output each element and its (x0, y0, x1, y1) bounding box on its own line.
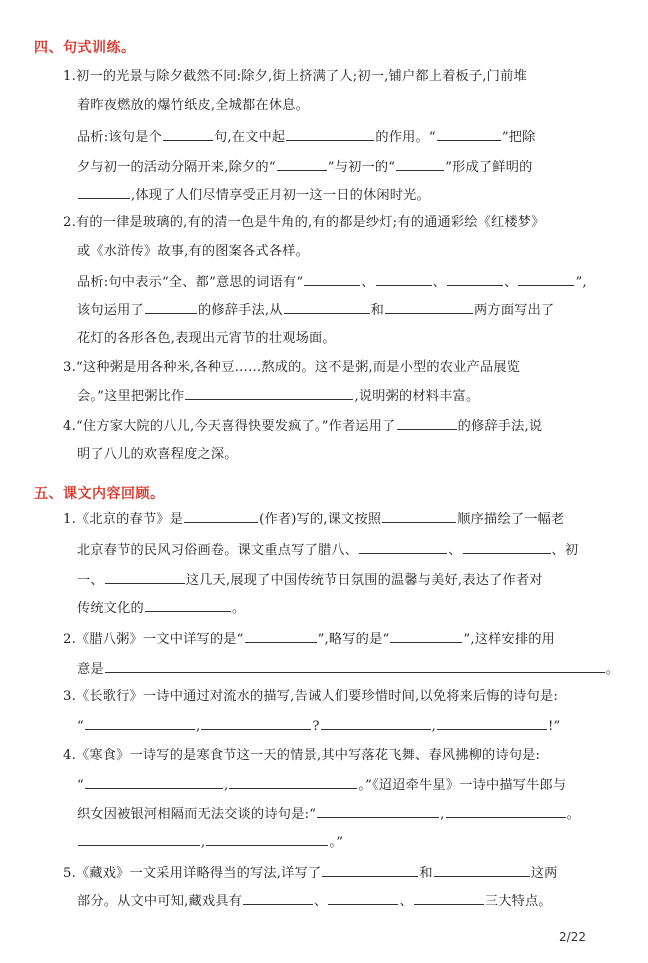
answer-blank[interactable] (304, 273, 360, 286)
q5-4-line-4: , 。” (77, 833, 343, 852)
q4-4-line-1: 4.“住方家大院的八儿,今天喜得快要发疯了。”作者运用了 的修辞手法,说 (63, 419, 543, 434)
answer-blank[interactable] (414, 892, 484, 905)
q4-3-line-2: 会。”这里把粥比作 ,说明粥的材料丰富。 (77, 389, 480, 404)
answer-blank[interactable] (145, 301, 197, 314)
section-4-title: 四、句式训练。 (34, 40, 136, 56)
answer-blank[interactable] (437, 128, 501, 141)
answer-blank[interactable] (396, 158, 444, 171)
answer-blank[interactable] (359, 541, 447, 554)
q5-5-line-1: 5.《藏戏》一文采用详略得当的写法,详写了 和 这两 (63, 866, 558, 881)
answer-blank[interactable] (286, 128, 374, 141)
answer-blank[interactable] (321, 717, 431, 730)
answer-blank[interactable] (446, 805, 566, 818)
answer-blank[interactable] (201, 717, 311, 730)
q5-1-line-3: 一、 这几天,展现了中国传统节日氛围的温馨与美好,表达了作者对 (77, 573, 543, 588)
page-number: 2/22 (559, 930, 586, 944)
q4-2-analysis-line-3: 花灯的各形各色,表现出元宵节的壮观场面。 (77, 331, 336, 346)
q5-2-line-1: 2.《腊八粥》一文中详写的是“ ”,略写的是“ ”,这样安排的用 (63, 632, 556, 647)
answer-blank[interactable] (447, 273, 503, 286)
q4-2-line-2: 或《水浒传》故事,有的图案各式各样。 (77, 244, 309, 259)
answer-blank[interactable] (284, 301, 370, 314)
q5-4-line-2: “ , 。”《迢迢牵牛星》一诗中描写牛郎与 (77, 778, 567, 793)
answer-blank[interactable] (382, 510, 456, 523)
q4-1-analysis-line-1: 品析:该句是个 句,在文中起 的作用。“ ”把除 (77, 130, 536, 145)
q5-3-line-1: 3.《长歌行》一诗中通过对流水的描写,告诫人们要珍惜时间,以免将来后悔的诗句是: (63, 689, 558, 704)
answer-blank[interactable] (385, 301, 473, 314)
answer-blank[interactable] (206, 833, 328, 846)
q4-1-line-2: 着昨夜燃放的爆竹纸皮,全城都在休息。 (77, 98, 309, 113)
answer-blank[interactable] (85, 776, 223, 789)
section-5-title: 五、课文内容回顾。 (34, 486, 165, 502)
answer-blank[interactable] (78, 833, 200, 846)
q4-4-line-2: 明了八儿的欢喜程度之深。 (77, 447, 238, 462)
answer-blank[interactable] (163, 128, 213, 141)
answer-blank[interactable] (105, 571, 185, 584)
answer-blank[interactable] (78, 186, 130, 199)
q4-3-line-1: 3.“这种粥是用各种米,各种豆……熬成的。这不是粥,而是小型的农业产品展览 (63, 360, 521, 375)
q5-5-line-2: 部分。从文中可知,藏戏具有 、 、 三大特点。 (77, 894, 552, 909)
answer-blank[interactable] (317, 805, 439, 818)
answer-blank[interactable] (105, 660, 605, 673)
q4-2-analysis-line-2: 该句运用了 的修辞手法,从 和 两方面写出了 (77, 303, 555, 318)
q5-1-line-2: 北京春节的民风习俗画卷。课文重点写了腊八、 、 、初 (77, 543, 579, 558)
answer-blank[interactable] (229, 776, 357, 789)
q4-1-analysis-line-2: 夕与初一的活动分隔开来,除夕的“ ”与初一的“ ”形成了鲜明的 (77, 160, 533, 175)
q5-4-line-1: 4.《寒食》一诗写的是寒食节这一天的情景,其中写落花飞舞、春风拂柳的诗句是: (63, 748, 541, 763)
q5-1-line-4: 传统文化的 。 (77, 601, 246, 616)
q5-2-line-2: 意是 。 (77, 662, 620, 677)
answer-blank[interactable] (397, 417, 457, 430)
q5-4-line-3: 织女因被银河相隔而无法交谈的诗句是:“ , 。 (77, 807, 580, 822)
answer-blank[interactable] (376, 273, 432, 286)
answer-blank[interactable] (322, 864, 418, 877)
q5-1-line-1: 1.《北京的春节》是 (作者)写的,课文按照 顺序描绘了一幅老 (63, 512, 565, 527)
answer-blank[interactable] (243, 892, 313, 905)
q4-2-analysis-line-1: 品析:句中表示“全、都”意思的词语有“ 、 、 、 ”, (77, 275, 587, 290)
answer-blank[interactable] (434, 864, 530, 877)
q5-3-line-2: “ , ? , !” (77, 719, 561, 734)
q4-2-line-1: 2.有的一律是玻璃的,有的清一色是牛角的,有的都是纱灯;有的通通彩绘《红楼梦》 (63, 215, 545, 230)
q4-1-line-1: 1.初一的光景与除夕截然不同:除夕,街上挤满了人;初一,铺户都上着板子,门前堆 (63, 69, 527, 84)
answer-blank[interactable] (390, 630, 462, 643)
answer-blank[interactable] (277, 158, 327, 171)
q4-1-analysis-line-3: ,体现了人们尽情享受正月初一这一日的休闲时光。 (77, 186, 430, 205)
answer-blank[interactable] (145, 599, 231, 612)
answer-blank[interactable] (328, 892, 398, 905)
answer-blank[interactable] (184, 510, 258, 523)
answer-blank[interactable] (518, 273, 574, 286)
answer-blank[interactable] (437, 717, 547, 730)
answer-blank[interactable] (85, 717, 195, 730)
answer-blank[interactable] (245, 630, 317, 643)
answer-blank[interactable] (463, 541, 551, 554)
answer-blank[interactable] (185, 387, 353, 400)
